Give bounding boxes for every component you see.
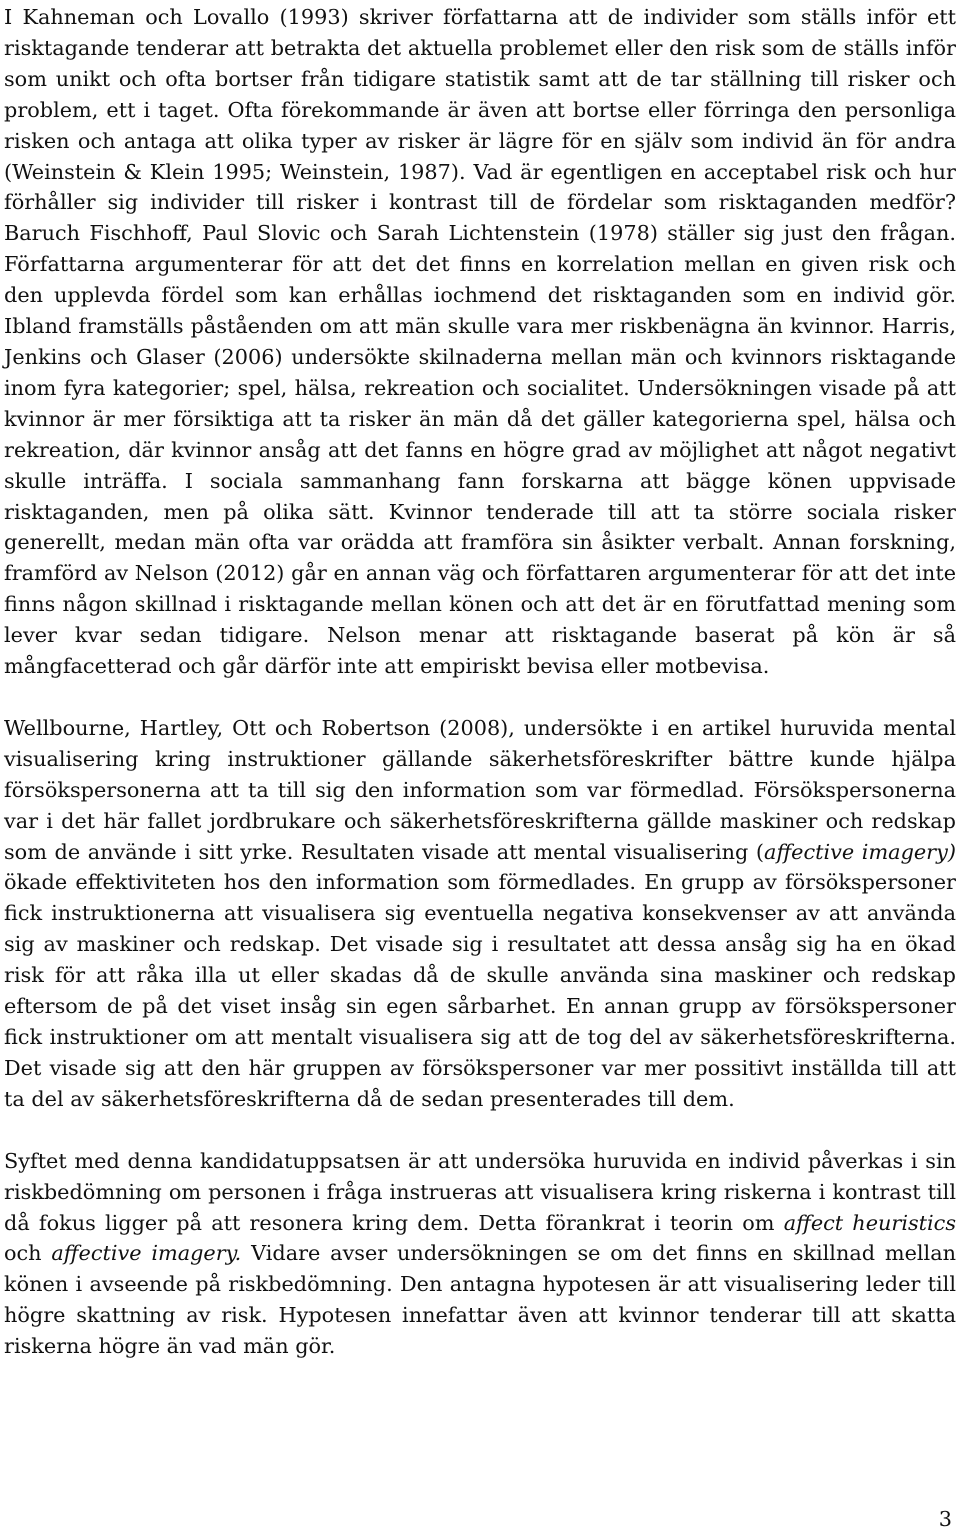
document-page: [4, 2, 956, 1362]
paragraph-text: I Kahneman och Lovallo (1993) skriver författarna att de individer som ställs inför ett risktagande tenderar att betrakta det aktuella problemet eller den risk som de ställs inför som unikt och ofta bortser från tidigare statistik samt att de tar ställning till risker och problem, ett i taget. Ofta förekommande är även att bortse eller förringa den personliga risken och antaga att olika typer av risker är lägre för en själv som individ än för andra (Weinstein & Klein 1995; Weinstein, 1987). Vad är egentligen en acceptabel risk och hur förhåller sig individer till risker i kontrast till de fördelar som risktaganden medför? Baruch Fischhoff, Paul Slovic och Sarah Lichtenstein (1978) ställer sig just den frågan. Författarna argumenterar för att det det finns en korrelation mellan en given risk och den upplevda fördel som kan erhållas iochmend det risktaganden som en individ gör. Ibland framställs påståenden om att män skulle vara mer riskbenägna än kvinnor. Harris, Jenkins och Glaser (2006) undersökte skilnaderna mellan män och kvinnors risktagande inom fyra kategorier; spel, hälsa, rekreation och socialitet. Undersökningen visade på att kvinnor är mer försiktiga att ta risker än män då det gäller kategorierna spel, hälsa och rekreation, där kvinnor ansåg att det fanns en högre grad av möjlighet att något negativt skulle inträffa. I sociala sammanhang fann forskarna att bägge könen uppvisade risktaganden, men på olika sätt. Kvinnor tenderade till att ta större sociala risker generellt, medan män ofta var orädda att framföra sin åsikter verbalt. Annan forskning, framförd av Nelson (2012) går en annan väg och författaren argumenterar för att det inte finns någon skillnad i risktagande mellan könen och att det är en förutfattad mening som lever kvar sedan tidigare. Nelson menar att risktagande baserat på kön är så mångfacetterad och går därför inte att empiriskt bevisa eller motbevisa.: [4, 5, 956, 679]
paragraph-text: Vidare avser undersökningen se om det finns en skillnad mellan könen i avseende på riskbedömning. Den antagna hypotesen är att visualisering leder till högre skattning av risk. Hypotesen innefattar även att kvinnor tenderar till att skatta riskerna högre än vad män gör.: [4, 1241, 956, 1359]
paragraph-risk-research: [4, 2, 956, 682]
italic-term: affect heuristics: [783, 1210, 957, 1235]
italic-term: affective imagery): [764, 839, 956, 864]
paragraph-text: och: [4, 1241, 52, 1266]
paragraph-text: Wellbourne, Hartley, Ott och Robertson (2008), undersökte i en artikel huruvida mental visualisering kring instruktioner gällande säkerhetsföreskrifter bättre kunde hjälpa försökspersonerna att ta till sig den information som var förmedlad. Försökspersonerna var i det här fallet jordbrukare och säkerhetsföreskrifterna gällde maskiner och redskap som de använde i sitt yrke. Resultaten visade att mental visualisering (: [4, 715, 956, 864]
paragraph-text: ökade effektiviteten hos den information som förmedlades. En grupp av försökspersoner fick instruktionerna att visualisera sig eventuella negativa konsekvenser av att använda sig av maskiner och redskap. Det visade sig i resultatet att dessa ansåg sig ha en ökad risk för att råka illa ut eller skadas då de skulle använda sina maskiner och redskap eftersom de på det viset insåg sin egen sårbarhet. En annan grupp av försökspersoner fick instruktioner om att mentalt visualisera sig att de tog del av säkerhetsföreskrifterna. Det visade sig att den här gruppen av försökspersoner var mer possitivt inställda till att ta del av säkerhetsföreskrifterna då de sedan presenterades till dem.: [4, 870, 956, 1111]
italic-term: affective imagery.: [51, 1241, 242, 1266]
paragraph-text: Syftet med denna kandidatuppsatsen är att undersöka huruvida en individ påverkas i sin riskbedömning om personen i fråga instrueras att visualisera kring riskerna i kontrast till då fokus ligger på att resonera kring dem. Detta förankrat i teorin om: [4, 1148, 956, 1235]
page-number: 3: [938, 1507, 952, 1531]
paragraph-purpose: [4, 1146, 956, 1362]
paragraph-visualisation-study: [4, 713, 956, 1115]
